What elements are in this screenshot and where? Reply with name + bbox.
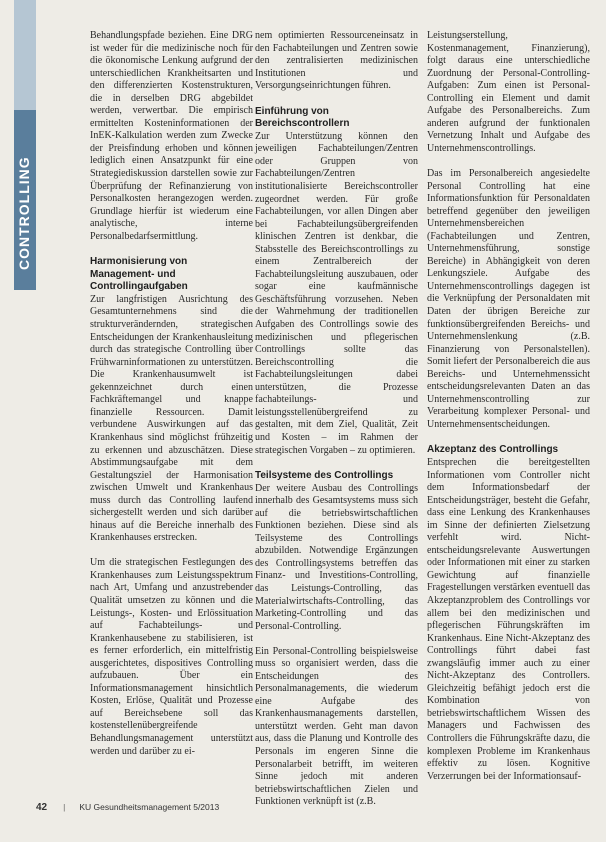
section-heading: Harmonisierung von Management- und Controllingaufgaben bbox=[90, 256, 188, 293]
paragraph: Entsprechen die bereitgestellten Informationen vom Controller nicht dem Informationsbedarf der Entscheidungsträger, besteht die Gefahr, dass eine Lenkung des Krankenhauses im Sinne der definierten Zielsetzung verfehlt wird. Nicht-entscheidungsrelevante Auswertungen oder Informationen mit einer zu starken Gewichtung auf finanzielle Fragestellungen verstärken eventuell das Akzeptanzproblem des Controllings vor allem bei den medizinischen und pflegerischen Führungskräften im Krankenhaus. Eine Nicht-Akzeptanz des Controllings führt dabei fast zwangsläufig immer auch zu einer Nicht-Akzeptanz des Controllers. Gleichzeitig befähigt jedoch erst die Kombination von betriebswirtschaftlichem Wissen des Managers und Fachwissen des Controllers die Führungskräfte dazu, die komplexen Probleme im Krankenhaus effektiv zu lösen. Kognitive Verzerrungen bei der Informationsauf- bbox=[427, 457, 590, 782]
paragraph: Um die strategischen Festlegungen des Krankenhauses zum Leistungsspektrum nach Art, Umfang und anzustrebender Qualität umsetzen zu können und die Leistungs-, Kosten- und Erlössituation auf Fachabteilungs- und Krankenhausebene zu stabilisieren, ist es ferner erforderlich, ein mittelfristig ausgerichtetes, dispositives Controlling aufzubauen. Über ein Informationsmanagement hinsichtlich Kosten, Erlöse, Qualität und Prozesse auf Bereichsebene soll das kostenstellenübergreifende Behandlungsmanagement unterstützt werden und darüber zu ei- bbox=[90, 557, 253, 757]
paragraph: Behandlungspfade beziehen. Eine DRG ist weder für die medizinische noch für die ökonomische Lenkung aufgrund der unterschiedlichen Krankheitsarten und den differenzierten Kostenstrukturen, die in derselben DRG abgebildet werden, verwertbar. Die empirisch ermittelten Kosteninformationen der InEK-Kalkulation werden zum Zwecke der Preisfindung erhoben und können lediglich einen Ansatzpunkt für eine Strategiediskussion darstellen sowie zur Überprüfung der Refinanzierung von Personalkosten herangezogen werden. Grundlage hierfür ist wiederum eine analytische, interne Personalbedarfsermittlung. bbox=[90, 30, 253, 242]
text-column-2 bbox=[255, 30, 418, 809]
sidebar-light-band bbox=[14, 0, 36, 110]
text-column-1 bbox=[90, 30, 253, 758]
paragraph: Ein Personal-Controlling beispielsweise muss so organisiert werden, dass die Entscheidungen des Personalmanagements, die wiederum eine Aufgabe des Krankenhausmanagements darstellen, unterstützt werden. Geht man davon aus, dass die Planung und Kontrolle des Personals im engeren Sinne die Personalarbeit betrifft, im weiteren Sinne jedoch mit anderen betriebswirtschaftlichen Zielen und Funktionen verknüpft ist (z.B. bbox=[255, 645, 418, 808]
section-heading: Teilsysteme des Controllings bbox=[255, 470, 394, 482]
section-heading: Akzeptanz des Controllings bbox=[427, 444, 559, 456]
paragraph: Leistungserstellung, Kostenmanagement, Finanzierung), folgt daraus eine unterschiedliche Zuordnung der Personal-Controlling-Aufgaben: Zum einen ist Personal-Controlling ein Element und damit Aufgabe des Personalbereichs. Zum anderen aufgrund der funktionalen Vernetzung Inhalt und Aufgabe des Unternehmenscontrollings. bbox=[427, 30, 590, 154]
section-heading: Einführung von Bereichscontrollern bbox=[255, 105, 350, 130]
page-footer bbox=[36, 802, 219, 813]
footer-separator: | bbox=[63, 802, 66, 812]
text-column-3 bbox=[427, 30, 590, 783]
paragraph: Der weitere Ausbau des Controllings innerhalb des Gesamtsystems muss sich auf die betriebswirtschaftlichen Funktionen beziehen. Diese sind als Teilsysteme des Controllings abzubilden. Notwendige Ergänzungen des Controllingsystems betreffen das Finanz- und Investitions-Controlling, das Leistungs-Controlling, das Materialwirtschafts-Controlling, das Marketing-Controlling und das Personal-Controlling. bbox=[255, 482, 418, 632]
paragraph: Zur Unterstützung können den jeweiligen Fachabteilungen/Zentren oder Gruppen von Fachabteilungen/Zentren institutionalisierte Bereichscontroller zugeordnet werden. Für große Fachabteilungen, vor allen Dingen aber bei Fachabteilungsübergreifenden klinischen Zentren ist denkbar, die Stabsstelle des Bereichscontrollings zu einem Zentralbereich der Fachabteilungsleitung auszubauen, oder sogar eine kaufmännische Geschäftsführung vorzusehen. Neben der Wahrnehmung der traditionellen Aufgaben des Controllings sowie des medizinischen und pflegerischen Controllings sollte das Bereichscontrolling die Fachabteilungsleitungen dabei unterstützen, die Prozesse fachabteilungs- und leistungsstellenübergreifend zu gestalten, mit dem Ziel, Qualität, Zeit und Kosten – im Rahmen der strategischen Vorgaben – zu optimieren. bbox=[255, 130, 418, 456]
paragraph: nem optimierten Ressourceneinsatz in den Fachabteilungen und Zentren sowie den zentralisierten medizinischen Institutionen und Versorgungseinrichtungen führen. bbox=[255, 30, 418, 92]
paragraph: Zur langfristigen Ausrichtung des Gesamtunternehmens sind die strukturverändernden, strategischen Entscheidungen der Krankenhausleitung durch das strategische Controlling über Frühwarninformationen zu unterstützen. Die Krankenhausumwelt ist gekennzeichnet durch einen Fachkräftemangel und knappe finanzielle Ressourcen. Damit verbundene Auswirkungen auf das Krankenhaus sind möglichst frühzeitig zu erkennen und abzuschätzen. Diese Abstimmungsaufgabe mit dem Gestaltungsziel der Harmonisation zwischen Umwelt und Krankenhaus muss durch das Controlling laufend sichergestellt werden und sich darüber hinaus auf die Bereiche innerhalb des Krankenhauses erstrecken. bbox=[90, 293, 253, 544]
paragraph: Das im Personalbereich angesiedelte Personal Controlling hat eine Informationsfunktion für Personaldaten betreffend gegenüber den jeweiligen Unternehmensbereichen (Fachabteilungen und Zentren, Unternehmensführung, sonstige Bereiche) in Abhängigkeit von deren Lenkungsziele. Aufgabe des Unternehmenscontrollings dagegen ist die Verknüpfung der Personaldaten mit Daten der übrigen Bereiche zur funktionsübergreifenden Bereichs- und Unternehmenslenkung (z.B. Finanzierung von Personalstellen). Somit liefert der Personalbereich die aus Bereichs- und Unternehmenssicht entscheidungsrelevanten Daten an das Unternehmenscontrolling zur Verarbeitung komplexer Personal- und Unternehmensentscheidungen. bbox=[427, 167, 590, 430]
journal-name: KU Gesundheitsmanagement 5/2013 bbox=[79, 802, 220, 812]
page-number: 42 bbox=[36, 802, 48, 813]
section-label: CONTROLLING bbox=[16, 156, 32, 270]
